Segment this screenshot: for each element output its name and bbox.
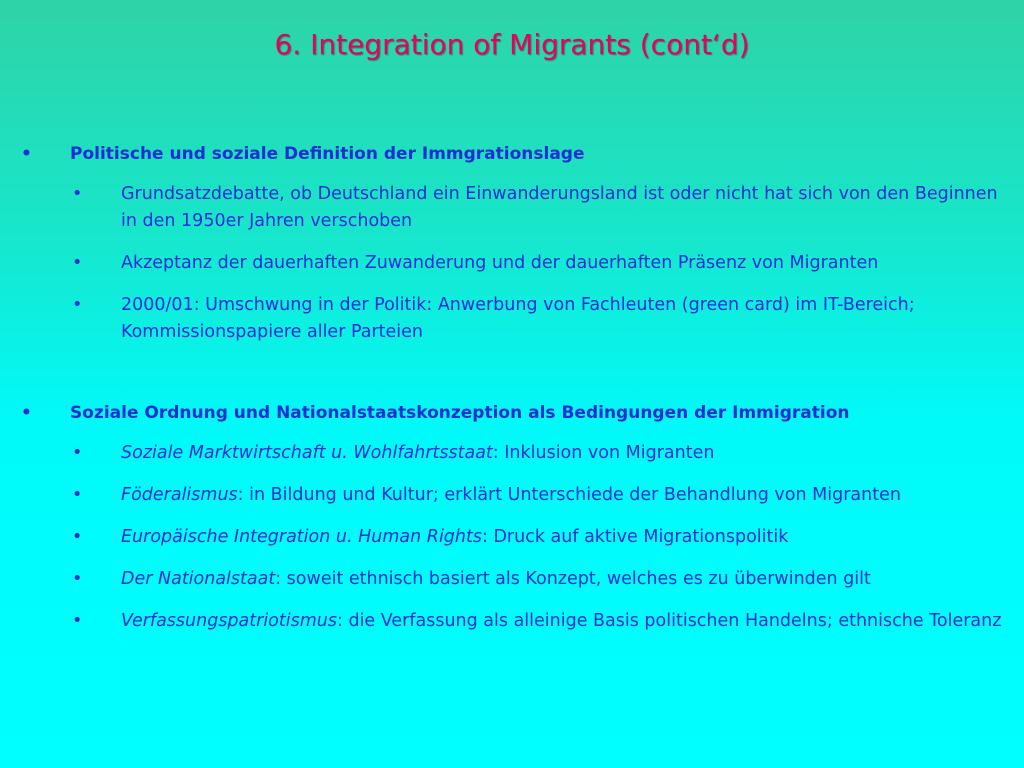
bullet-icon: • xyxy=(72,184,83,204)
bullet-icon: • xyxy=(21,403,32,423)
bullet-icon: • xyxy=(72,443,83,463)
bullet-text: Grundsatzdebatte, ob Deutschland ein Einwanderungsland ist oder nicht hat sich von den Beginnen in den 1950er Jahren verschoben xyxy=(121,184,998,231)
bullet-text: : in Bildung und Kultur; erklärt Unterschiede der Behandlung von Migranten xyxy=(237,485,901,505)
emphasis-term: Soziale Marktwirtschaft u. Wohlfahrtsstaat xyxy=(121,443,493,463)
emphasis-term: Der Nationalstaat xyxy=(121,569,276,589)
bullet-text: : die Verfassung als alleinige Basis politischen Handelns; ethnische Toleranz xyxy=(337,611,1002,631)
sub-bullet-item xyxy=(0,292,1024,346)
bullet-icon: • xyxy=(72,485,83,505)
bullet-text: : Inklusion von Migranten xyxy=(492,443,715,463)
sub-bullet-item xyxy=(0,524,1024,551)
bullet-text: : soweit ethnisch basiert als Konzept, welches es zu überwinden gilt xyxy=(275,569,871,589)
bullet-text: : Druck auf aktive Migrationspolitik xyxy=(482,527,789,547)
bullet-icon: • xyxy=(72,611,83,631)
bullet-section-conditions xyxy=(0,401,1024,635)
bullet-icon: • xyxy=(72,527,83,547)
bullet-icon: • xyxy=(72,253,83,273)
bullet-icon: • xyxy=(21,144,32,164)
sub-bullet-item xyxy=(0,250,1024,277)
bullet-heading xyxy=(0,142,1024,166)
bullet-text: 2000/01: Umschwung in der Politik: Anwerbung von Fachleuten (green card) im IT-Bereich; Kommissionspapiere aller Parteien xyxy=(121,295,915,342)
sub-bullet-item xyxy=(0,566,1024,593)
emphasis-term: Europäische Integration u. Human Rights xyxy=(121,527,482,547)
bullet-heading xyxy=(0,401,1024,425)
sub-bullet-item xyxy=(0,482,1024,509)
sub-bullet-item xyxy=(0,181,1024,235)
emphasis-term: Verfassungspatriotismus xyxy=(121,611,337,631)
bullet-icon: • xyxy=(72,295,83,315)
bullet-icon: • xyxy=(72,569,83,589)
slide-title: 6. Integration of Migrants (cont‘d) xyxy=(274,28,750,61)
sub-bullet-item xyxy=(0,608,1024,635)
bullet-section-definition xyxy=(0,142,1024,346)
sub-bullet-item xyxy=(0,440,1024,467)
emphasis-term: Föderalismus xyxy=(121,485,238,505)
section-heading: Politische und soziale Definition der Immgrationslage xyxy=(70,144,585,164)
bullet-text: Akzeptanz der dauerhaften Zuwanderung und der dauerhaften Präsenz von Migranten xyxy=(121,253,879,273)
section-heading: Soziale Ordnung und Nationalstaatskonzeption als Bedingungen der Immigration xyxy=(70,403,850,423)
